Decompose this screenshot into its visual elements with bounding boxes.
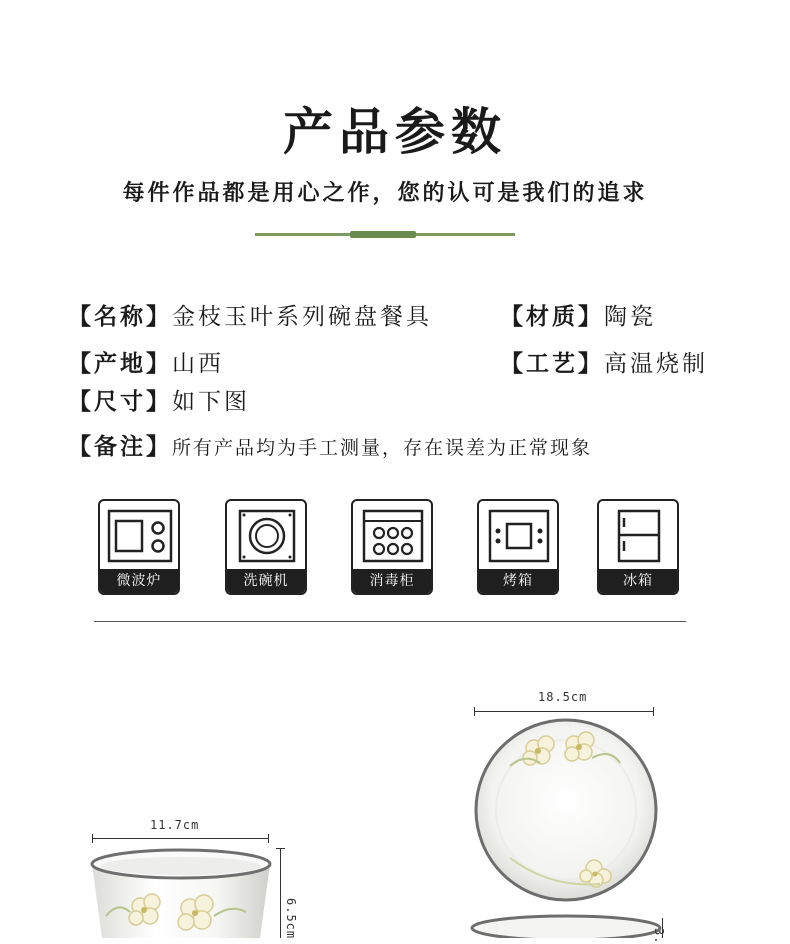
spec-origin bbox=[68, 345, 224, 378]
spec-size-key: 【尺寸】 bbox=[68, 389, 172, 415]
microwave-label: 微波炉 bbox=[100, 569, 178, 593]
spec-craft-value: 高温烧制 bbox=[604, 351, 708, 377]
fridge-icon bbox=[597, 499, 679, 595]
spec-note-value: 所有产品均为手工测量，存在误差为正常现象 bbox=[172, 437, 593, 459]
bowl-height-tick-top bbox=[276, 848, 285, 849]
sterilizer-label: 消毒柜 bbox=[353, 569, 431, 593]
spec-craft-key: 【工艺】 bbox=[500, 351, 604, 377]
spec-craft bbox=[500, 345, 708, 378]
title-divider-accent bbox=[350, 231, 416, 238]
spec-material-value: 陶瓷 bbox=[604, 304, 656, 330]
bowl-width-line bbox=[92, 838, 269, 839]
plate-width-label: 18.5cm bbox=[538, 690, 588, 704]
spec-origin-key: 【产地】 bbox=[68, 351, 172, 377]
spec-origin-value: 山西 bbox=[172, 351, 224, 377]
oven-icon bbox=[477, 499, 559, 595]
spec-material-key: 【材质】 bbox=[500, 304, 604, 330]
spec-note-key: 【备注】 bbox=[68, 434, 172, 460]
spec-size bbox=[68, 383, 250, 416]
microwave-icon bbox=[98, 499, 180, 595]
plate-height-label: 3. bbox=[652, 928, 666, 944]
spec-name bbox=[68, 298, 432, 331]
spec-material bbox=[500, 298, 656, 331]
spec-note bbox=[68, 428, 592, 461]
page-subtitle: 每件作品都是用心之作，您的认可是我们的追求 bbox=[122, 181, 648, 206]
dishwasher-label: 洗碗机 bbox=[227, 569, 305, 593]
plate-width-tick-left bbox=[474, 707, 475, 716]
spec-size-value: 如下图 bbox=[172, 389, 250, 415]
spec-name-key: 【名称】 bbox=[68, 304, 172, 330]
bowl-width-label: 11.7cm bbox=[150, 818, 200, 832]
usage-icons bbox=[98, 499, 688, 595]
plate-width-line bbox=[474, 711, 654, 712]
page-title: 产品参数 bbox=[283, 102, 507, 161]
bowl-height-label: 6.5cm bbox=[284, 898, 298, 940]
plate-image bbox=[470, 718, 670, 938]
bowl-width-tick-right bbox=[268, 834, 269, 843]
sterilizer-icon bbox=[351, 499, 433, 595]
fridge-label: 冰箱 bbox=[599, 569, 677, 593]
dishwasher-icon bbox=[225, 499, 307, 595]
section-divider bbox=[94, 621, 686, 622]
bowl-width-tick-left bbox=[92, 834, 93, 843]
bowl-height-line bbox=[280, 848, 281, 938]
spec-name-value: 金枝玉叶系列碗盘餐具 bbox=[172, 304, 432, 330]
plate-width-tick-right bbox=[653, 707, 654, 716]
bowl-image bbox=[86, 846, 276, 938]
oven-label: 烤箱 bbox=[479, 569, 557, 593]
